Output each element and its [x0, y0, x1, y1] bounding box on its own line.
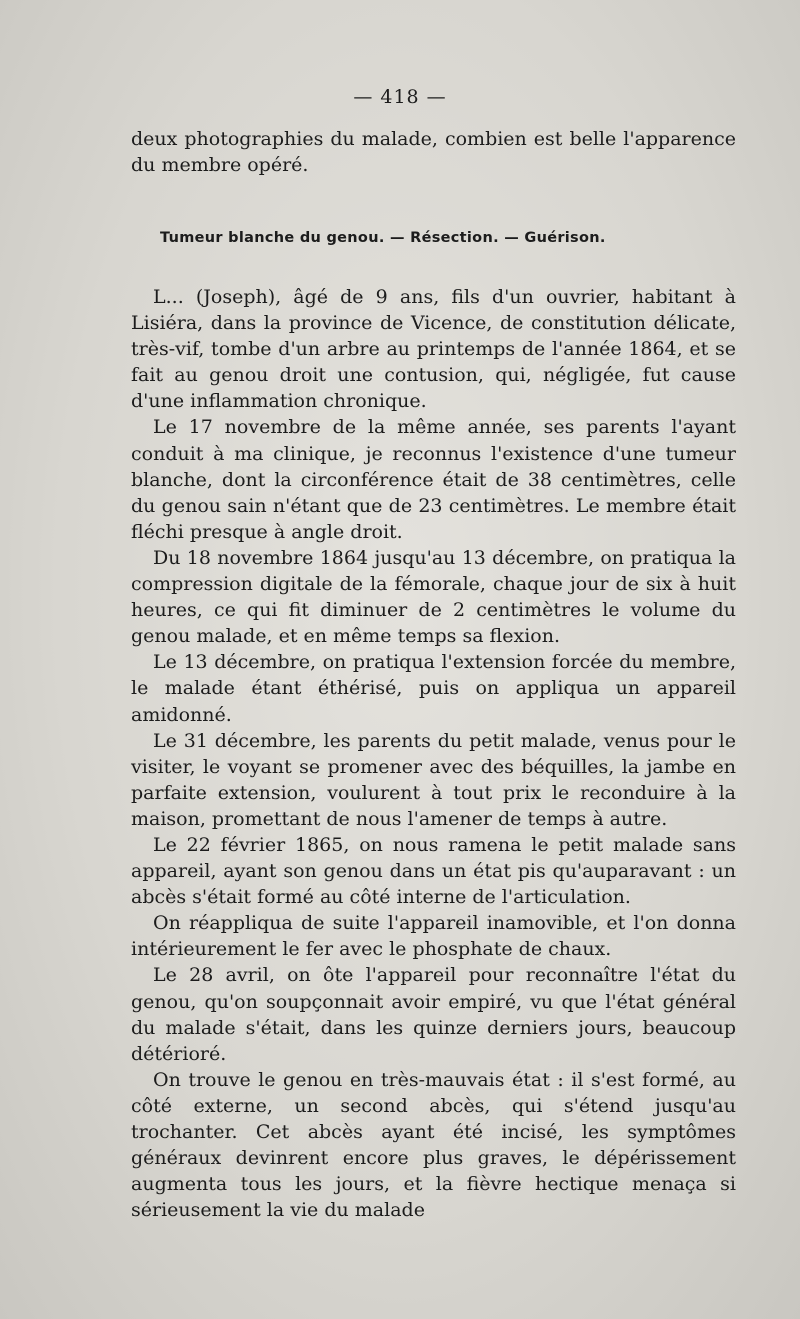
carryover-text: deux photographies du malade, combien est belle l'apparence du membre opéré.: [131, 128, 736, 176]
page-number: — 418 —: [353, 86, 447, 108]
paragraph: Le 31 décembre, les parents du petit malade, venus pour le visiter, le voyant se promener avec des béquilles, la jambe en parfaite extension, voulurent à tout prix le reconduire à la maison, promettant de nous l'amener de temps à autre.: [131, 729, 736, 830]
paragraph: Le 22 février 1865, on nous ramena le petit malade sans appareil, ayant son genou dans un état pis qu'auparavant : un abcès s'était formé au côté interne de l'articulation.: [131, 833, 736, 909]
body-text: [131, 284, 736, 1223]
paragraph: On réappliqua de suite l'appareil inamovible, et l'on donna intérieurement le fer avec le phosphate de chaux.: [131, 912, 736, 961]
section-heading: Tumeur blanche du genou. — Résection. — Guérison.: [160, 230, 606, 246]
paragraph: On trouve le genou en très-mauvais état : il s'est formé, au côté externe, un second abcès, qui s'étend jusqu'au trochanter. Cet abcès ayant été incisé, les symptômes généraux devinrent encore plus graves, le dépérissement augmenta tous les jours, et la fièvre hectique menaça si sérieusement la vie du malade: [131, 1068, 736, 1222]
paragraph: Du 18 novembre 1864 jusqu'au 13 décembre, on pratiqua la compression digitale de la fémorale, chaque jour de six à huit heures, ce qui fit diminuer de 2 centimètres le volume du genou malade, et en même temps sa flexion.: [131, 546, 736, 648]
paragraph: Le 28 avril, on ôte l'appareil pour reconnaître l'état du genou, qu'on soupçonnait avoir empiré, vu que l'état général du malade s'était, dans les quinze derniers jours, beaucoup détérioré.: [131, 964, 736, 1065]
paragraph: L... (Joseph), âgé de 9 ans, fils d'un ouvrier, habitant à Lisiéra, dans la province de Vicence, de constitution délicate, très-vif, tombe d'un arbre au printemps de l'année 1864, et se fait au genou droit une contusion, qui, négligée, fut cause d'une inflammation chronique.: [131, 286, 736, 413]
paragraph: Le 17 novembre de la même année, ses parents l'ayant conduit à ma clinique, je reconnus l'existence d'une tumeur blanche, dont la circonférence était de 38 centimètres, celle du genou sain n'étant que de 23 centimètres. Le membre était fléchi presque à angle droit.: [131, 416, 736, 543]
paragraph: Le 13 décembre, on pratiqua l'extension forcée du membre, le malade étant éthérisé, puis on appliqua un appareil amidonné.: [131, 651, 736, 726]
